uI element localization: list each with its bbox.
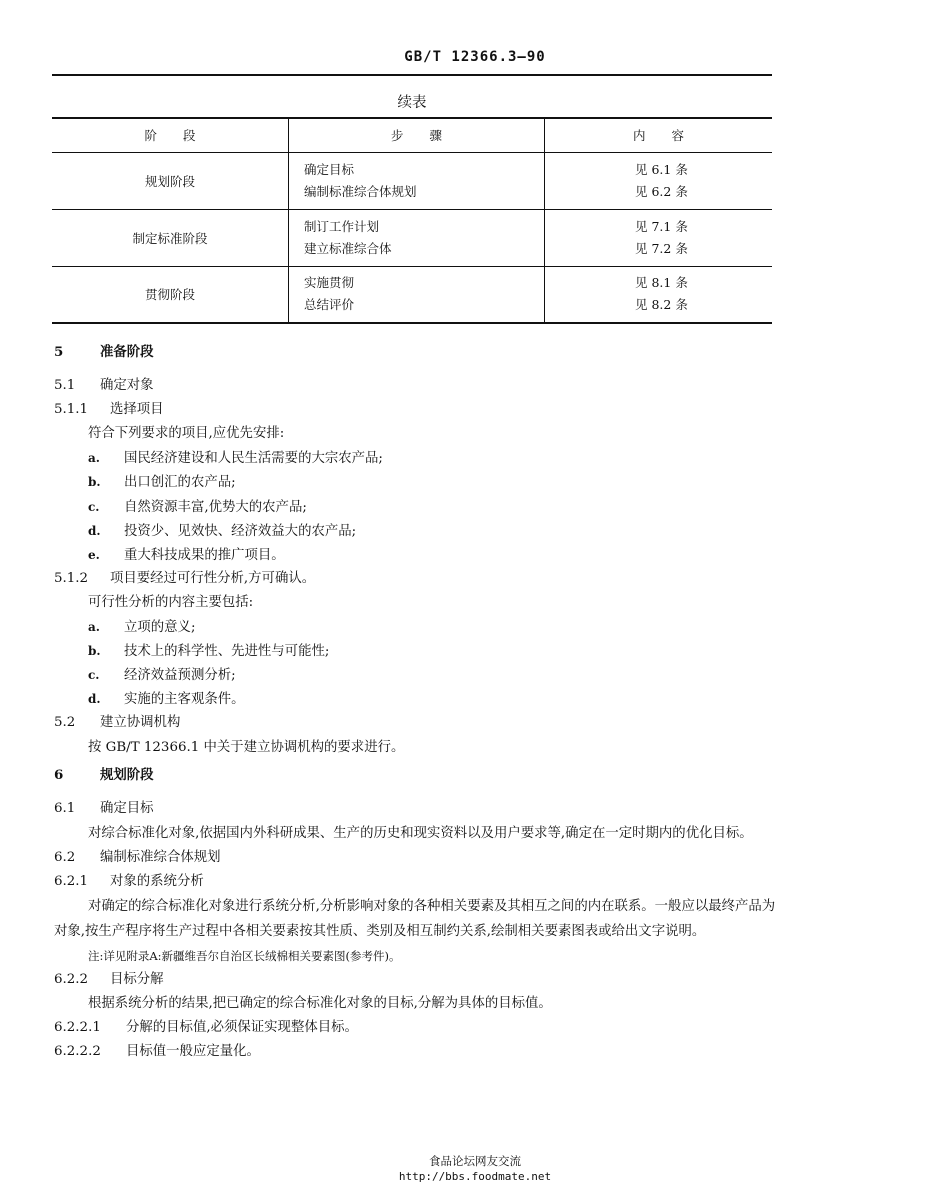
clause-number: 5.1.2 bbox=[54, 570, 89, 586]
step-text: 编制标准综合体规划 bbox=[304, 183, 417, 199]
clause-number: 5.1.1 bbox=[54, 402, 89, 418]
column-header-steps: 步骤 bbox=[289, 118, 545, 152]
content-ref: 见 7.2 条 bbox=[635, 240, 688, 256]
list-letter: d. bbox=[88, 523, 101, 538]
list-item-text: 技术上的科学性、先进性与可能性; bbox=[124, 644, 330, 660]
clause-title: 目标分解 bbox=[110, 971, 164, 987]
clause-heading-6-1 bbox=[54, 797, 794, 821]
list-item-text: 出口创汇的农产品; bbox=[124, 475, 236, 491]
list-item bbox=[54, 663, 794, 687]
clause-text: 目标值一般应定量化。 bbox=[126, 1044, 260, 1060]
step-text: 建立标准综合体 bbox=[304, 240, 392, 256]
steps-cell bbox=[289, 152, 545, 209]
clause-text: 按 GB/T 12366.1 中关于建立协调机构的要求进行。 bbox=[88, 739, 405, 755]
clause-heading-6-2 bbox=[54, 846, 794, 870]
footer-url: http://bbs.foodmate.net bbox=[398, 1170, 552, 1183]
list-item-text: 经济效益预测分析; bbox=[124, 668, 236, 684]
list-item bbox=[54, 639, 794, 663]
list-item-text: 投资少、见效快、经济效益大的农产品; bbox=[124, 523, 357, 539]
stage-cell: 贯彻阶段 bbox=[52, 266, 289, 323]
clause-intro: 可行性分析的内容主要包括: bbox=[88, 594, 254, 610]
clause-number: 6.1 bbox=[54, 800, 76, 816]
clause-number: 6.2 bbox=[54, 849, 76, 865]
column-header-contents: 内容 bbox=[545, 118, 773, 152]
clause-title: 编制标准综合体规划 bbox=[100, 849, 221, 865]
list-item bbox=[54, 615, 794, 639]
clause-heading-5-2 bbox=[54, 711, 794, 735]
section-number: 5 bbox=[54, 344, 64, 360]
content-ref: 见 6.2 条 bbox=[635, 183, 688, 199]
stages-table bbox=[52, 117, 772, 324]
list-item bbox=[54, 519, 794, 543]
clause-number: 6.2.2 bbox=[54, 971, 89, 987]
clause-title: 对象的系统分析 bbox=[110, 873, 204, 889]
section-heading-6 bbox=[54, 763, 794, 787]
clause-title: 选择项目 bbox=[110, 402, 164, 418]
header-rule bbox=[52, 74, 772, 76]
content-ref: 见 8.1 条 bbox=[635, 275, 688, 291]
step-text: 确定目标 bbox=[304, 161, 355, 177]
page-footer bbox=[0, 1153, 950, 1185]
list-item bbox=[54, 687, 794, 711]
clause-note: 注:详见附录A:新疆维吾尔自治区长绒棉相关要素图(参考件)。 bbox=[88, 948, 401, 963]
clause-number: 5.1 bbox=[54, 378, 76, 394]
section-title: 准备阶段 bbox=[100, 344, 154, 360]
clause-paragraph: 对确定的综合标准化对象进行系统分析,分析影响对象的各种相关要素及其相互之间的内在联系。一般应以最终产品为对象,按生产程序将生产过程中各相关要素按其性质、类别及相互制约关系,绘制相关要素图表或给出文字说明。 bbox=[54, 898, 776, 939]
table-row bbox=[52, 209, 772, 266]
page-header: GB/T 12366.3—90 bbox=[404, 49, 546, 65]
clause-heading-5-1 bbox=[54, 374, 794, 398]
list-item-text: 实施的主客观条件。 bbox=[124, 692, 245, 708]
steps-cell bbox=[289, 266, 545, 323]
table-row bbox=[52, 152, 772, 209]
step-text: 总结评价 bbox=[304, 297, 355, 313]
contents-cell bbox=[545, 266, 773, 323]
table-header-row bbox=[52, 118, 772, 152]
clause-intro: 符合下列要求的项目,应优先安排: bbox=[88, 426, 285, 442]
list-letter: c. bbox=[88, 668, 100, 683]
list-letter: b. bbox=[88, 475, 101, 490]
list-item bbox=[54, 495, 794, 519]
list-letter: a. bbox=[88, 451, 100, 466]
stage-cell: 制定标准阶段 bbox=[52, 209, 289, 266]
list-letter: a. bbox=[88, 620, 100, 635]
clause-heading-5-1-1 bbox=[54, 398, 794, 422]
clause-number: 5.2 bbox=[54, 715, 76, 731]
content-ref: 见 6.1 条 bbox=[635, 161, 688, 177]
step-text: 制订工作计划 bbox=[304, 218, 380, 234]
clause-number: 6.2.2.1 bbox=[54, 1020, 101, 1036]
clause-heading-5-1-2 bbox=[54, 567, 794, 591]
section-number: 6 bbox=[54, 766, 64, 783]
section-title: 规划阶段 bbox=[100, 766, 154, 783]
clause-title: 项目要经过可行性分析,方可确认。 bbox=[110, 570, 316, 586]
clause-title: 确定对象 bbox=[100, 378, 154, 394]
list-item-text: 国民经济建设和人民生活需要的大宗农产品; bbox=[124, 451, 383, 467]
clause-number: 6.2.2.2 bbox=[54, 1044, 101, 1060]
list-item bbox=[54, 446, 794, 470]
clause-heading-6-2-1 bbox=[54, 870, 794, 894]
clause-6-2-2-1 bbox=[54, 1016, 794, 1040]
clause-text: 根据系统分析的结果,把已确定的综合标准化对象的目标,分解为具体的目标值。 bbox=[88, 996, 552, 1012]
footer-site-name: 食品论坛网友交流 bbox=[429, 1154, 521, 1168]
list-item-text: 立项的意义; bbox=[124, 620, 196, 636]
column-header-stage: 阶段 bbox=[52, 118, 289, 152]
steps-cell bbox=[289, 209, 545, 266]
stage-cell: 规划阶段 bbox=[52, 152, 289, 209]
contents-cell bbox=[545, 152, 773, 209]
content-ref: 见 7.1 条 bbox=[635, 218, 688, 234]
list-item-text: 自然资源丰富,优势大的农产品; bbox=[124, 499, 307, 515]
table-caption: 续表 bbox=[397, 95, 427, 111]
clause-title: 确定目标 bbox=[100, 800, 154, 816]
step-text: 实施贯彻 bbox=[304, 275, 355, 291]
list-letter: e. bbox=[88, 547, 100, 562]
list-item-text: 重大科技成果的推广项目。 bbox=[124, 547, 285, 563]
clause-6-2-2-2 bbox=[54, 1040, 794, 1064]
contents-cell bbox=[545, 209, 773, 266]
clause-title: 建立协调机构 bbox=[100, 715, 181, 731]
clause-paragraph: 对综合标准化对象,依据国内外科研成果、生产的历史和现实资料以及用户要求等,确定在一定时期内的优化目标。 bbox=[88, 825, 753, 841]
clause-number: 6.2.1 bbox=[54, 873, 89, 889]
document-body bbox=[54, 337, 794, 1064]
list-item bbox=[54, 543, 794, 567]
clause-text: 分解的目标值,必须保证实现整体目标。 bbox=[126, 1020, 358, 1036]
table-row bbox=[52, 266, 772, 323]
clause-heading-6-2-2 bbox=[54, 968, 794, 992]
list-item bbox=[54, 470, 794, 494]
list-letter: c. bbox=[88, 499, 100, 514]
content-ref: 见 8.2 条 bbox=[635, 297, 688, 313]
section-heading-5 bbox=[54, 340, 794, 364]
list-letter: b. bbox=[88, 644, 101, 659]
list-letter: d. bbox=[88, 692, 101, 707]
